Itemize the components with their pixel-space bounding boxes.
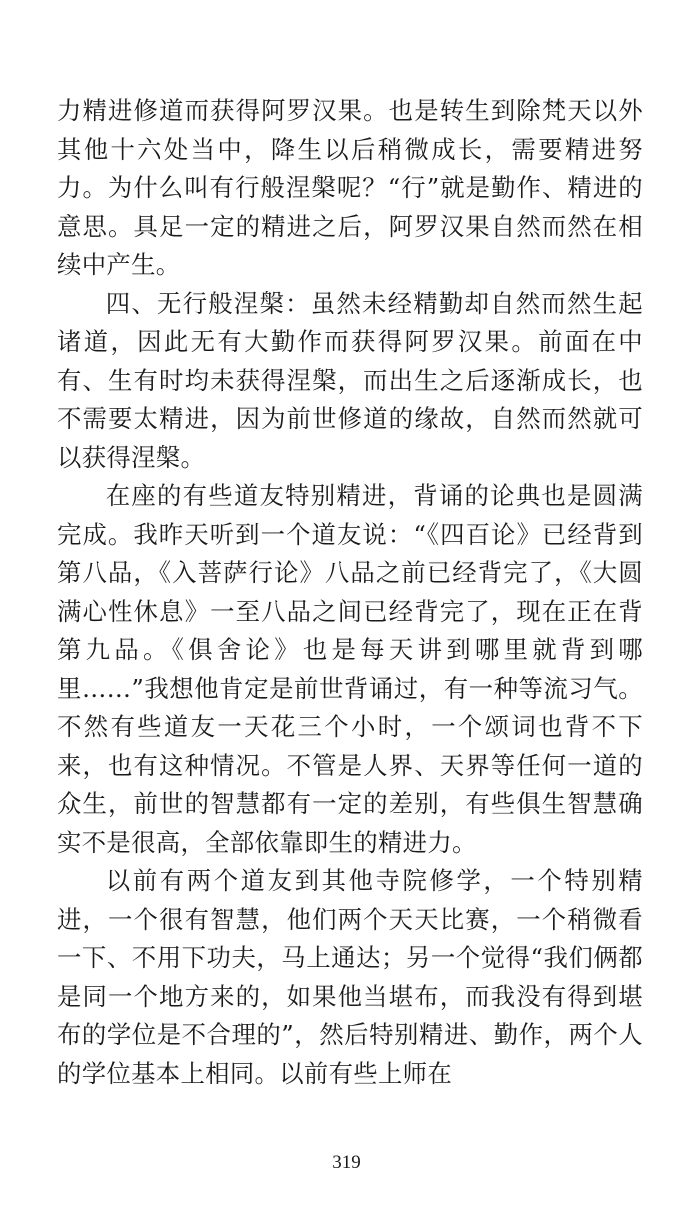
paragraph-continued: 力精进修道而获得阿罗汉果。也是转生到除梵天以外其他十六处当中，降生以后稍微成长，需要精进努力。为什么叫有行般涅槃呢？“行”就是勤作、精进的意思。具足一定的精进之后，阿罗汉果自然而然在相续中产生。 [57,96,643,279]
page-number: 319 [332,1152,361,1173]
paragraph-wuxing-nirvana: 四、无行般涅槃：虽然未经精勤却自然而然生起诸道，因此无有大勤作而获得阿罗汉果。前面在中有、生有时均未获得涅槃，而出生之后逐渐成长，也不需要太精进，因为前世修道的缘故，自然而然就可以获得涅槃。 [57,288,643,472]
paragraph-two-friends: 以前有两个道友到其他寺院修学，一个特别精进，一个很有智慧，他们两个天天比赛，一个稍微看一下、不用下功夫，马上通达；另一个觉得“我们俩都是同一个地方来的，如果他当堪布，而我没有得到堪布的学位是不合理的”，然后特别精进、勤作，两个人的学位基本上相同。以前有些上师在 [57,866,643,1088]
page-body [57,92,643,1093]
paragraph-memorization: 在座的有些道友特别精进，背诵的论典也是圆满完成。我昨天听到一个道友说：“《四百论》已经背到第八品，《入菩萨行论》八品之前已经背完了，《大圆满心性休息》一至八品之间已经背完了，现在正在背第九品。《俱舍论》也是每天讲到哪里就背到哪里……”我想他肯定是前世背诵过，有一种等流习气。不然有些道友一天花三个小时，一个颂词也背不下来，也有这种情况。不管是人界、天界等任何一道的众生，前世的智慧都有一定的差别，有些俱生智慧确实不是很高，全部依靠即生的精进力。 [57,481,643,857]
